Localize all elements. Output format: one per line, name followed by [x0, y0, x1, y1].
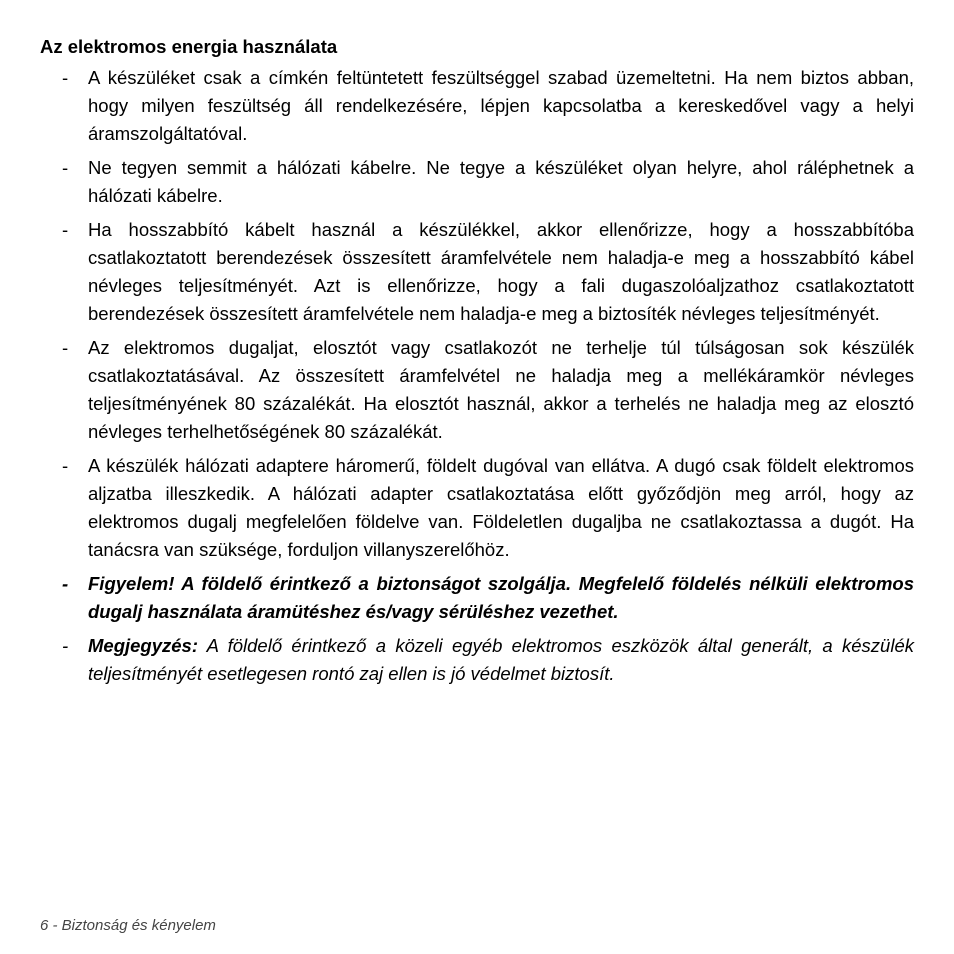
list-item-text: A készülék hálózati adaptere háromerű, földelt dugóval van ellátva. A dugó csak földelt elektromos aljzatba illeszkedik. A hálózati adapter csatlakoztatása előtt győződjön meg arról, hogy az elektromos dugalj megfelelően földelve van. Földeletlen dugaljba ne csatlakoztassa a dugót. Ha tanácsra van szüksége, forduljon villanyszerelőhöz.	[88, 455, 914, 560]
warning-item	[40, 570, 914, 626]
list-item	[40, 334, 914, 446]
list-item	[40, 154, 914, 210]
note-label: Megjegyzés:	[88, 635, 199, 656]
list-item	[40, 64, 914, 148]
bullet-dash: -	[62, 337, 69, 358]
bullet-dash: -	[62, 157, 69, 178]
page-footer: 6 - Biztonság és kényelem	[40, 917, 216, 934]
list-item	[40, 452, 914, 564]
list-item-text: A készüléket csak a címkén feltüntetett feszültséggel szabad üzemeltetni. Ha nem biztos abban, hogy milyen feszültség áll rendelkezésére, lépjen kapcsolatba a kereskedővel vagy a helyi áramszolgáltatóval.	[88, 67, 914, 144]
list-item-text: Az elektromos dugaljat, elosztót vagy csatlakozót ne terhelje túl túlságosan sok készülék csatlakoztatásával. Az összesített áramfelvétel ne haladja meg a mellékáramkör névleges teljesítményének 80 százalékát. Ha elosztót használ, akkor a terhelés ne haladja meg az elosztó névleges terhelhetőségének 80 százalékát.	[88, 337, 914, 442]
section-heading: Az elektromos energia használata	[40, 36, 338, 57]
list-item-text: Ne tegyen semmit a hálózati kábelre. Ne tegye a készüléket olyan helyre, ahol ráléphetnek a hálózati kábelre.	[88, 157, 914, 206]
bullet-dash: -	[62, 635, 69, 656]
document-page	[40, 35, 914, 694]
note-item	[40, 632, 914, 688]
warning-text: Figyelem! A földelő érintkező a biztonságot szolgálja. Megfelelő földelés nélküli elektromos dugalj használata áramütéshez és/vagy sérüléshez vezethet.	[88, 573, 914, 622]
note-text: A földelő érintkező a közeli egyéb elektromos eszközök által generált, a készülék teljesítményét esetlegesen rontó zaj ellen is jó védelmet biztosít.	[88, 635, 914, 684]
bullet-dash: -	[62, 455, 69, 476]
note-body	[88, 632, 914, 688]
list-item-text: Ha hosszabbító kábelt használ a készülékkel, akkor ellenőrizze, hogy a hosszabbítóba csatlakoztatott berendezések összesített áramfelvétele nem haladja-e meg a hosszabbító kábel névleges teljesítményét. Azt is ellenőrizze, hogy a fali dugaszolóaljzathoz csatlakoztatott berendezések összesített áramfelvétele nem haladja-e meg a biztosíték névleges teljesítményét.	[88, 219, 914, 324]
safety-list	[40, 64, 914, 688]
bullet-dash: -	[62, 67, 69, 88]
bullet-dash: -	[62, 219, 69, 240]
list-item	[40, 216, 914, 328]
bullet-dash: -	[62, 573, 69, 594]
